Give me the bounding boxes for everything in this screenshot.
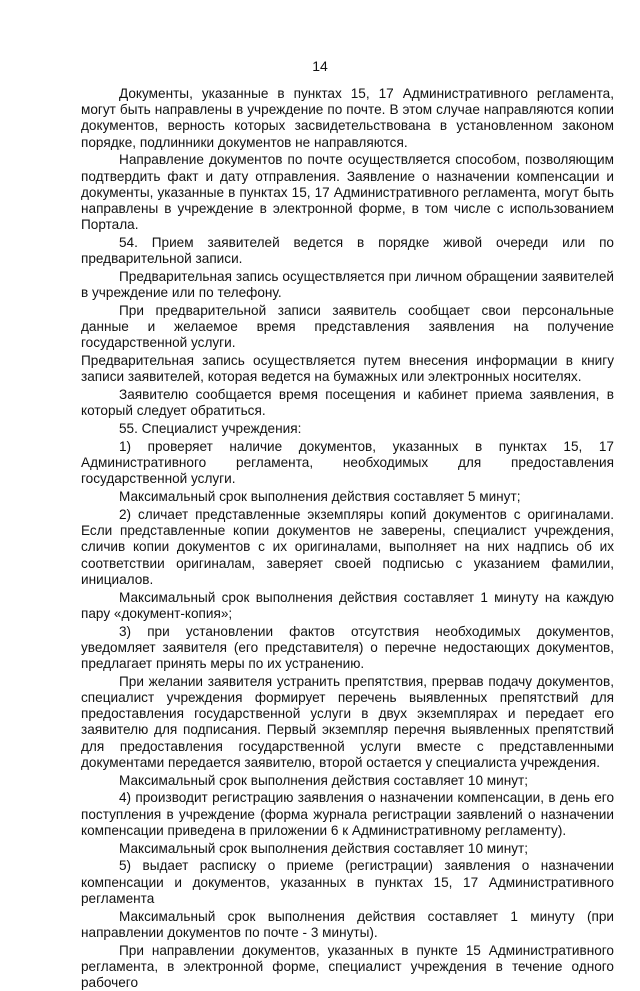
paragraph: Направление документов по почте осуществляется способом, позволяющим подтвердить факт и дату отправления. Заявление о назначении компенсации и документы, указанные в пунктах 15, 17 Административного регламента, могут быть направлены в учреждение в электронной форме, в том числе с использованием Портала. — [81, 152, 614, 233]
paragraph: При предварительной записи заявитель сообщает свои персональные данные и желаемое время представления заявления на получение государственной услуги. — [81, 303, 614, 351]
paragraph: 2) сличает представленные экземпляры копий документов с оригиналами. Если представленные копии документов не заверены, специалист учреждения, сличив копии документов с их оригиналами, выполняет на них надпись об их соответствии оригиналам, заверяет своей подписью с указанием фамилии, инициалов. — [81, 507, 614, 587]
paragraph: Предварительная запись осуществляется при личном обращении заявителей в учреждение или по телефону. — [81, 269, 614, 301]
paragraph: Предварительная запись осуществляется путем внесения информации в книгу записи заявителей, которая ведется на бумажных или электронных носителях. — [81, 353, 614, 385]
paragraph: 4) производит регистрацию заявления о назначении компенсации, в день его поступления в учреждение (форма журнала регистрации заявлений о назначении компенсации приведена в приложении 6 к Административному регламенту). — [81, 790, 614, 838]
paragraph: Максимальный срок выполнения действия составляет 1 минуту (при направлении документов по почте - 3 минуты). — [81, 908, 614, 940]
paragraph: 5) выдает расписку о приеме (регистрации) заявления о назначении компенсации и документов, указанных в пунктах 15, 17 Административного регламента — [81, 858, 614, 906]
paragraph: Максимальный срок выполнения действия составляет 1 минуту на каждую пару «документ-копия»; — [81, 589, 614, 621]
paragraph: Максимальный срок выполнения действия составляет 10 минут; — [119, 772, 529, 788]
paragraph: При желании заявителя устранить препятствия, прервав подачу документов, специалист учреждения формирует перечень выявленных препятствий для предоставления государственной услуги в двух экземплярах и передает его заявителю для подписания. Первый экземпляр перечня выявленных препятствий для предоставления государственной услуги вместе с представленными документами передается заявителю, второй остается у специалиста учреждения. — [81, 673, 614, 770]
paragraph: При направлении документов, указанных в пункте 15 Административного регламента, в электронной форме, специалист учреждения в течение одного рабочего — [81, 942, 614, 991]
paragraph: 3) при установлении фактов отсутствия необходимых документов, уведомляет заявителя (его представителя) о перечне недостающих документов, предлагает принять меры по их устранению. — [81, 623, 614, 672]
paragraph: Заявителю сообщается время посещения и кабинет приема заявления, в который следует обратиться. — [81, 387, 614, 419]
paragraph: 55. Специалист учреждения: — [119, 421, 302, 437]
page-number: 14 — [312, 58, 328, 74]
document-body — [81, 86, 614, 991]
paragraph: Максимальный срок выполнения действия составляет 5 минут; — [119, 489, 521, 505]
paragraph: Максимальный срок выполнения действия составляет 10 минут; — [119, 840, 529, 856]
paragraph: 54. Прием заявителей ведется в порядке живой очереди или по предварительной записи. — [81, 235, 614, 267]
paragraph: 1) проверяет наличие документов, указанных в пунктах 15, 17 Административного регламента, необходимых для предоставления государственной услуги. — [81, 439, 614, 487]
paragraph: Документы, указанные в пунктах 15, 17 Административного регламента, могут быть направлены в учреждение по почте. В этом случае направляются копии документов, верность которых засвидетельствована в установленном законом порядке, подлинники документов не направляются. — [81, 86, 614, 150]
